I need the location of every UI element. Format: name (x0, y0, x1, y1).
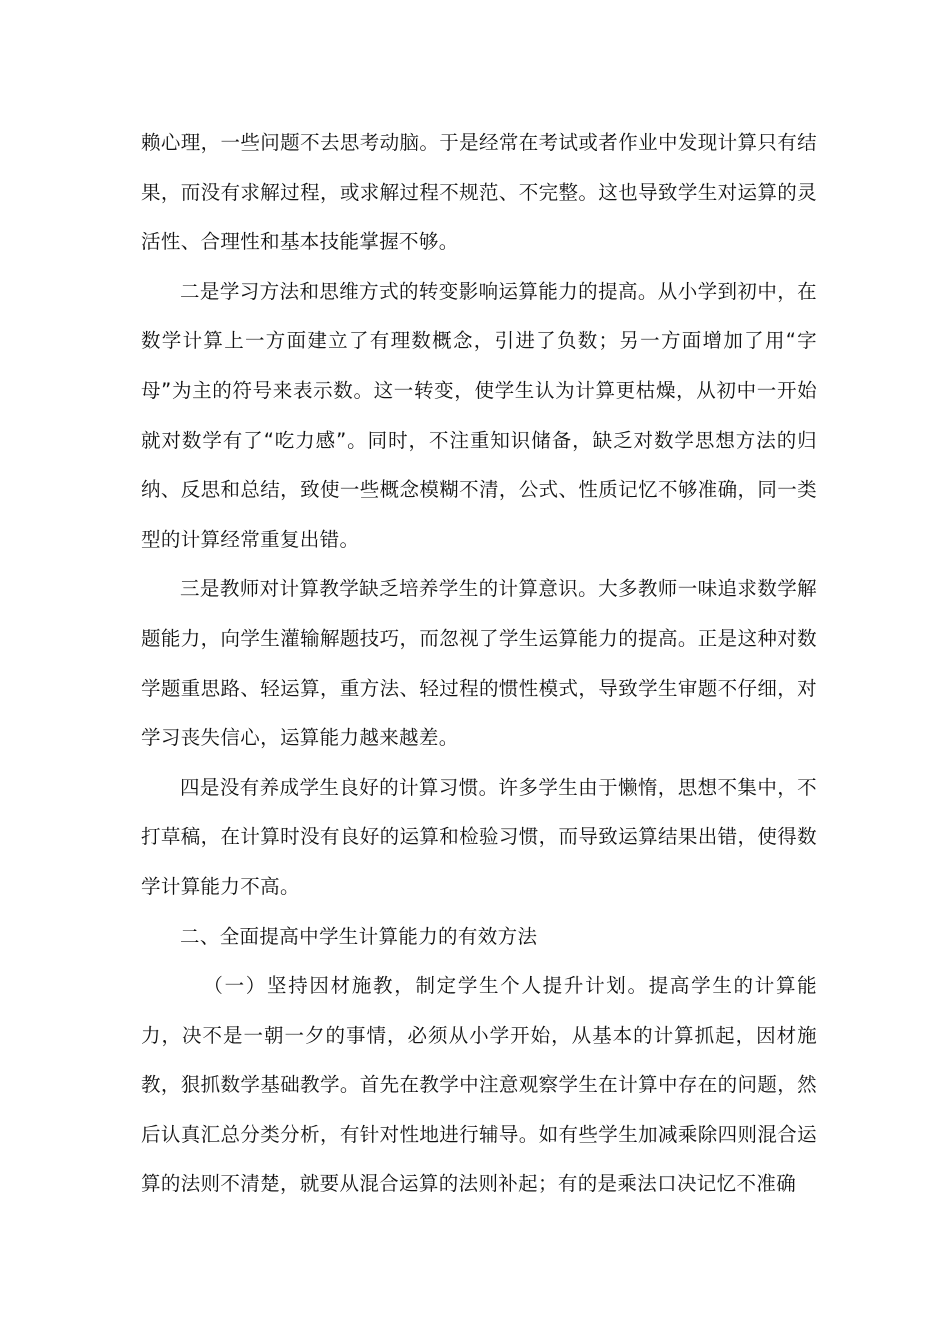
section-heading: 二、全面提高中学生计算能力的有效方法 (180, 924, 538, 948)
paragraph-reason-four: 四是没有养成学生良好的计算习惯。许多学生由于懒惰，思想不集中，不打草稿，在计算时没有良好的运算和检验习惯，而导致运算结果出错，使得数学计算能力不高。 (141, 775, 817, 898)
subsection-paragraph: （一）坚持因材施教，制定学生个人提升计划。提高学生的计算能力，决不是一朝一夕的事情，必须从小学开始，从基本的计算抓起，因材施教，狠抓数学基础教学。首先在教学中注意观察学生在计算中存在的问题，然后认真汇总分类分析，有针对性地进行辅导。如有些学生加减乘除四则混合运算的法则不清楚，就要从混合运算的法则补起；有的是乘法口决记忆不准确 (141, 974, 817, 1196)
paragraph-reason-two: 二是学习方法和思维方式的转变影响运算能力的提高。从小学到初中，在数学计算上一方面建立了有理数概念，引进了负数；另一方面增加了用“字母”为主的符号来表示数。这一转变，使学生认为计算更枯燥，从初中一开始就对数学有了“吃力感”。同时，不注重知识储备，缺乏对数学思想方法的归纳、反思和总结，致使一些概念模糊不清，公式、性质记忆不够准确，同一类型的计算经常重复出错。 (141, 279, 817, 551)
paragraph-reason-three: 三是教师对计算教学缺乏培养学生的计算意识。大多教师一味追求数学解题能力，向学生灌输解题技巧，而忽视了学生运算能力的提高。正是这种对数学题重思路、轻运算，重方法、轻过程的惯性模式，导致学生审题不仔细，对学习丧失信心，运算能力越来越差。 (141, 577, 817, 750)
paragraph-continuation: 赖心理，一些问题不去思考动脑。于是经常在考试或者作业中发现计算只有结果，而没有求解过程，或求解过程不规范、不完整。这也导致学生对运算的灵活性、合理性和基本技能掌握不够。 (141, 131, 817, 254)
document-body (141, 118, 817, 1209)
